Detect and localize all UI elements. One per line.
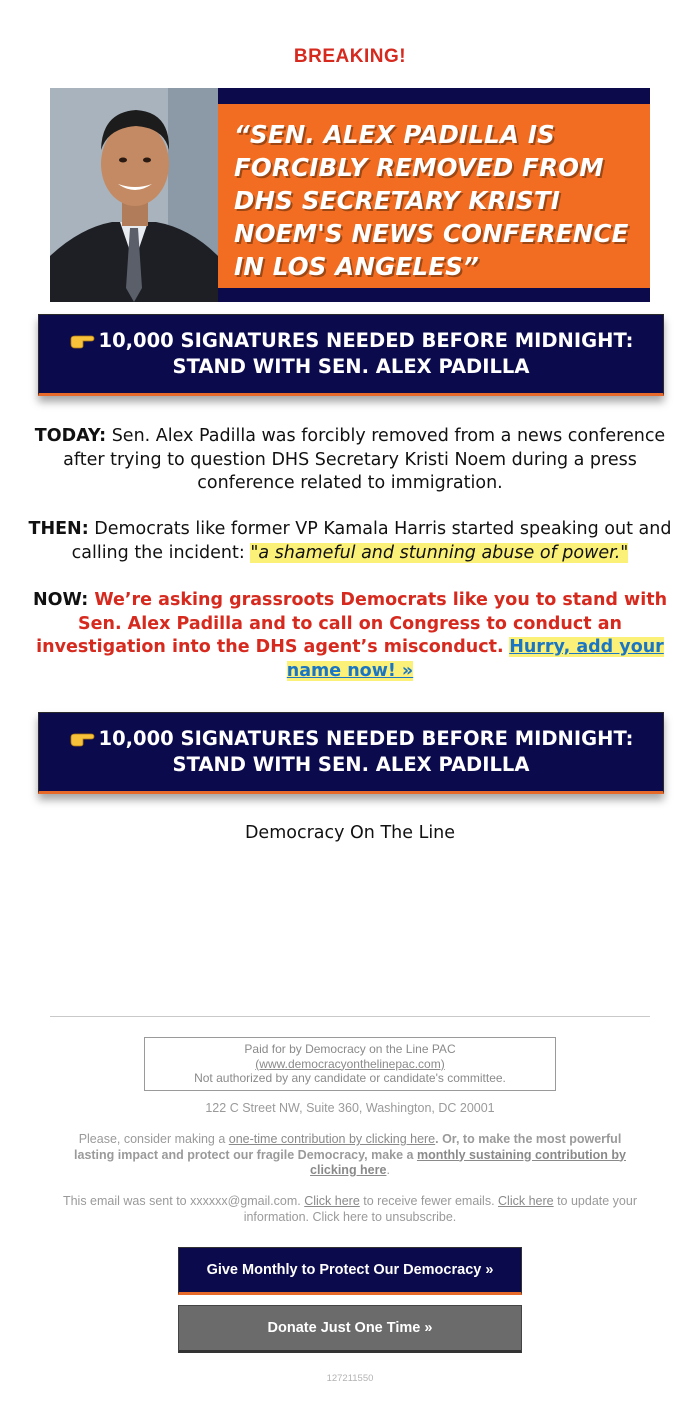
mailing-address: 122 C Street NW, Suite 360, Washington, DC 20001 <box>205 1101 495 1115</box>
add-your-name-link[interactable]: Hurry, add your name now! » <box>286 637 664 681</box>
then-paragraph <box>24 518 676 565</box>
one-time-contribution-link[interactable]: one-time contribution by clicking here <box>228 1132 436 1146</box>
cta-text <box>69 726 634 778</box>
pointing-hand-icon <box>69 729 95 747</box>
signature-cta-banner-top[interactable] <box>38 314 664 396</box>
tracking-code: 127211550 <box>326 1373 374 1384</box>
harris-quote: "a shameful and stunning abuse of power." <box>250 542 629 563</box>
cta-line-2: STAND WITH SEN. ALEX PADILLA <box>172 355 530 378</box>
then-label: THEN: <box>28 519 89 539</box>
then-text: Democrats like former VP Kamala Harris started speaking out and calling the incident: <box>71 519 672 563</box>
senator-portrait-image <box>50 88 218 302</box>
today-label: TODAY: <box>34 426 107 446</box>
org-name: Democracy On The Line <box>244 823 456 843</box>
paid-line-3: Not authorized by any candidate or candidate's committee. <box>194 1071 506 1085</box>
footer-divider <box>50 1016 650 1017</box>
signature-cta-banner-bottom[interactable] <box>38 712 664 794</box>
update-info-link[interactable]: Click here <box>498 1194 554 1208</box>
consider-prefix: Please, consider making a <box>78 1132 229 1146</box>
now-label: NOW: <box>32 590 89 610</box>
today-text: Sen. Alex Padilla was forcibly removed from a news conference after trying to question DHS Secretary Kristi Noem during a press conference related to immigration. <box>63 426 666 493</box>
give-monthly-button[interactable]: Give Monthly to Protect Our Democracy » <box>178 1247 522 1295</box>
fewer-emails-link[interactable]: Click here <box>304 1194 360 1208</box>
email-notice <box>60 1194 640 1225</box>
paid-line-1: Paid for by Democracy on the Line PAC <box>244 1042 456 1056</box>
sent-prefix: This email was sent to xxxxxx@gmail.com. <box>62 1194 305 1208</box>
consider-mid: . Or, to make the most powerful lasting impact and protect our fragile Democracy, make a <box>74 1132 622 1162</box>
now-paragraph <box>24 589 676 683</box>
sent-end: to update your information. Click here to unsubscribe. <box>243 1194 638 1224</box>
now-text: We’re asking grassroots Democrats like you to stand with Sen. Alex Padilla and to call on Congress to conduct an investigation into the DHS agent’s misconduct. <box>36 590 668 657</box>
quote-box <box>218 104 650 288</box>
sent-mid: to receive fewer emails. <box>359 1194 499 1208</box>
contribution-note <box>60 1132 640 1179</box>
donate-once-button[interactable]: Donate Just One Time » <box>178 1305 522 1353</box>
cta-line-2: STAND WITH SEN. ALEX PADILLA <box>172 753 530 776</box>
cta-text <box>69 328 634 380</box>
pointing-hand-icon <box>69 331 95 349</box>
headline-quote: “SEN. ALEX PADILLA IS FORCIBLY REMOVED FROM DHS SECRETARY KRISTI NOEM'S NEWS CONFERENCE IN LOS ANGELES” <box>234 120 629 281</box>
monthly-contribution-link[interactable]: monthly sustaining contribution by clicking here <box>310 1147 626 1177</box>
paid-for-disclaimer <box>144 1037 556 1091</box>
consider-end: . <box>386 1163 390 1177</box>
pac-website-link[interactable]: (www.democracyonthelinepac.com) <box>255 1056 445 1071</box>
cta-line-1: 10,000 SIGNATURES NEEDED BEFORE MIDNIGHT: <box>98 329 634 352</box>
today-paragraph <box>24 425 676 496</box>
senator-photo <box>50 88 218 302</box>
headline-banner[interactable] <box>50 88 650 302</box>
cta-line-1: 10,000 SIGNATURES NEEDED BEFORE MIDNIGHT: <box>98 727 634 750</box>
breaking-headline: BREAKING! <box>293 46 407 67</box>
